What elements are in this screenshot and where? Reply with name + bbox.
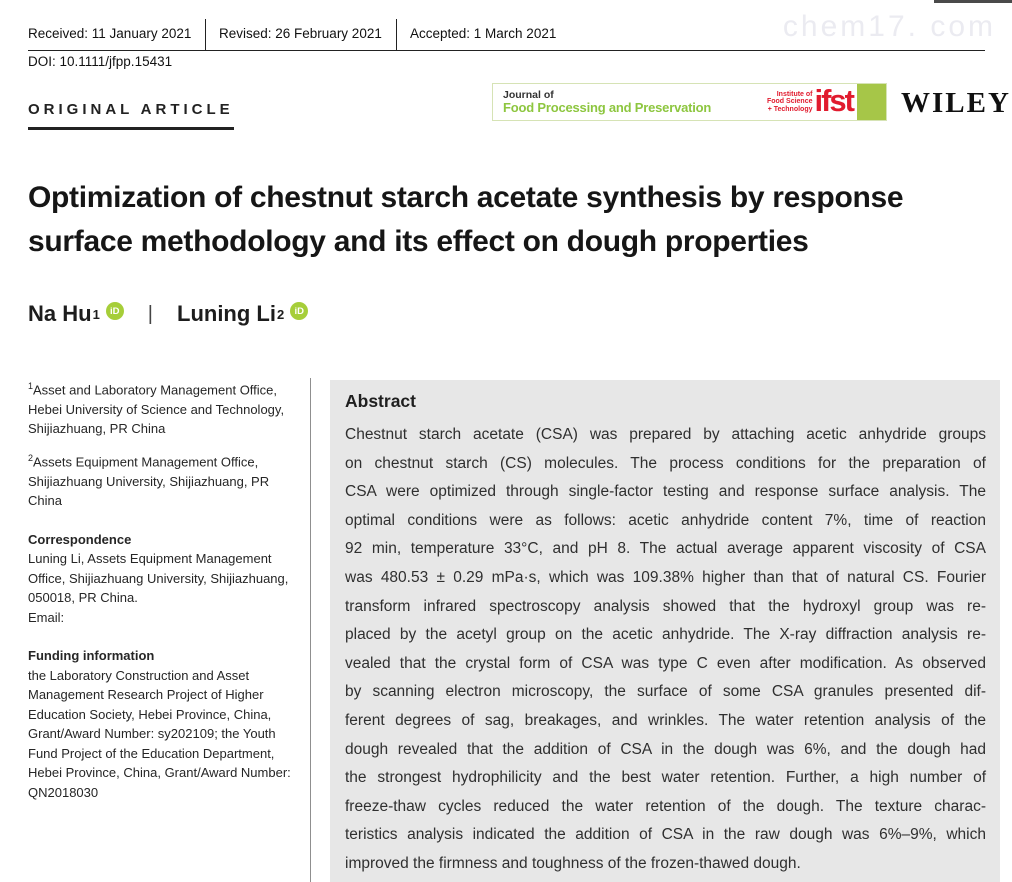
correspondence-email-label: Email: [28,609,65,625]
abstract-line: transform infrared spectroscopy analysis showed that the hydroxyl group was re- [345,597,986,615]
abstract-line: Chestnut starch acetate (CSA) was prepared by attaching acetic anhydride groups [345,426,986,443]
orcid-icon[interactable]: iD [290,302,308,320]
wiley-logo: WILEY [901,87,1011,119]
affiliation-sup: 2 [28,452,34,463]
ifst-text-line1: Institute of [776,90,813,98]
abstract-line: by scanning electron microscopy, the surface of some CSA granules presented dif- [345,683,986,701]
journal-name [493,89,711,116]
affiliation-1 [28,377,296,439]
paper-title-line1: Optimization of chestnut starch acetate synthesis by response [28,181,904,214]
author-separator: | [147,302,153,325]
paper-title [28,176,1003,264]
ifst-text-line3: + Technology [767,105,813,113]
affiliation-2 [28,449,296,511]
author-affiliation-sup: 2 [276,306,285,322]
ifst-institute-text [767,91,813,114]
affiliation-text: Assets Equipment Management Office, Shijiazhuang University, Shijiazhuang, PR China [28,454,270,509]
affiliation-text: Asset and Laboratory Management Office, Hebei University of Science and Technology, Shijiazhuang, PR China [28,382,285,437]
doi: DOI: 10.1111/jfpp.15431 [28,54,173,69]
correspondence-section [28,530,296,628]
cropped-top-bar [934,0,1012,3]
abstract-line: optimal conditions were as follows: acetic anhydride content 7%, time of reaction [345,511,986,529]
correspondence-body: Luning Li, Assets Equipment Management Office, Shijiazhuang University, Shijiazhuang, 050018, PR China. [28,551,289,606]
author-affiliation-sup: 1 [92,306,100,322]
paper-title-line2: surface methodology and its effect on dough properties [28,225,809,258]
column-divider [310,378,311,882]
chem17-watermark: chem17. com [782,10,996,43]
orcid-icon[interactable]: iD [106,302,124,320]
abstract-line: the strongest hydrophilicity and the best water retention. Further, a high number of [345,769,986,787]
abstract-line: teristics analysis indicated the addition of CSA in the raw dough was 6%–9%, which [345,826,986,844]
abstract-line: vealed that the crystal form of CSA was type C even after modification. As observed [345,654,986,672]
author-row [28,301,308,327]
journal-name-line2: Food Processing and Preservation [503,99,712,115]
abstract-line: 92 min, temperature 33°C, and pH 8. The actual average apparent viscosity of CSA [345,540,986,558]
abstract-line: dough revealed that the addition of CSA in the dough was 6%, and the dough had [345,740,986,758]
abstract-line: was 480.53 ± 0.29 mPa·s, which was 109.38% higher than that of natural CS. Fourier [345,568,986,586]
funding-section [28,646,296,802]
abstract-line: on chestnut starch (CS) molecules. The process conditions for the preparation of [345,454,986,472]
author-name: Na Hu [28,301,92,326]
abstract-heading: Abstract [345,391,416,411]
abstract-line: freeze-thaw cycles reduced the water retention of the dough. The texture charac- [345,797,986,815]
ifst-text-line2: Food Science [766,98,813,106]
abstract-panel [330,380,1000,882]
revised-date: Revised: 26 February 2021 [205,19,396,50]
correspondence-heading: Correspondence [28,531,132,547]
banner-green-block [857,84,886,120]
affiliation-sup: 1 [28,381,34,391]
journal-name-line1: Journal of [503,88,554,101]
article-history-bar [28,19,985,51]
received-date: Received: 11 January 2021 [28,26,192,41]
author-name: Luning Li [177,301,276,326]
abstract-line: placed by the acetyl group on the acetic anhydride. The X-ray diffraction analysis re- [345,626,986,644]
sidebar [28,377,296,802]
accepted-date: Accepted: 1 March 2021 [396,19,556,50]
funding-body: the Laboratory Construction and Asset Management Research Project of Higher Education Society, Hebei Province, China, Grant/Award Number: sy202109; the Youth Fund Project of the Education Department, Hebei Province, China, Grant/Award Number: QN2018030 [28,667,291,800]
journal-banner [492,83,887,121]
abstract-line: improved the firmness and toughness of the frozen-thawed dough. [345,854,801,872]
ifst-logo: ifst [814,83,853,118]
article-type-label: ORIGINAL ARTICLE [28,101,234,130]
abstract-body [345,421,986,879]
abstract-line: CSA were optimized through single-factor testing and response surface analysis. The [345,483,986,501]
funding-heading: Funding information [28,648,155,664]
abstract-line: ferent degrees of sag, breakages, and wrinkles. The water retention analysis of the [345,711,986,729]
